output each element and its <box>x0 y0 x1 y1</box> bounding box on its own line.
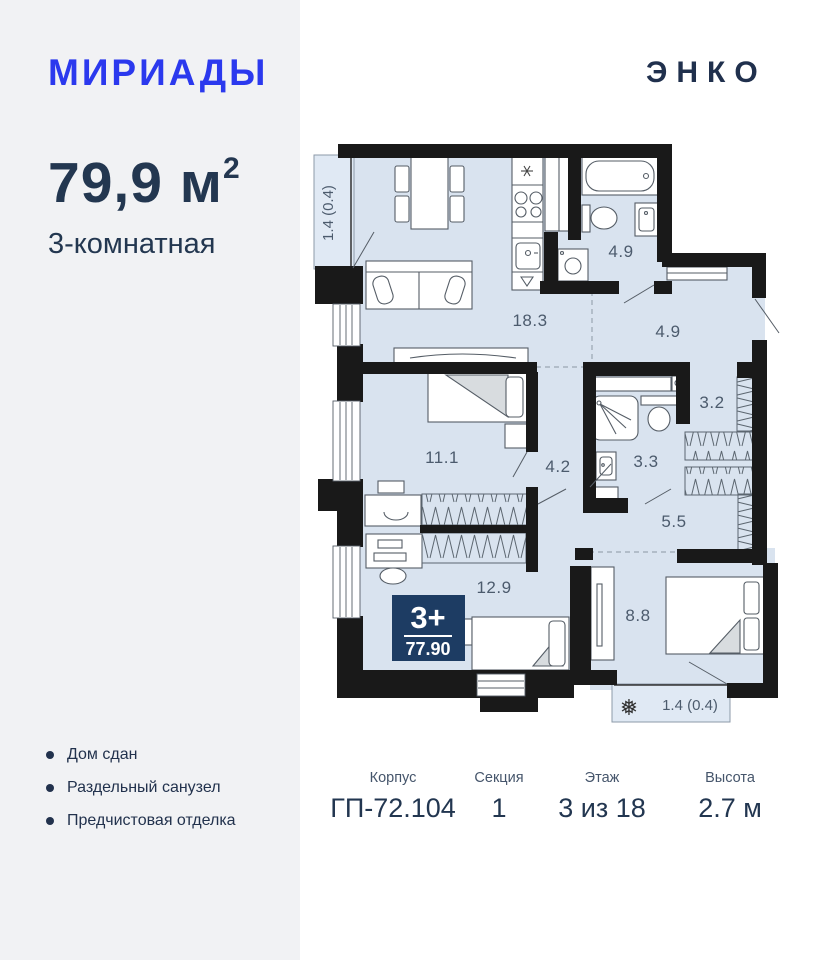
feature-item <box>46 812 236 830</box>
bullet-icon <box>46 751 54 759</box>
spec-label: Секция <box>474 770 524 786</box>
room-label-kitchen-living: 18.3 <box>512 311 548 330</box>
floor-plan <box>300 140 800 750</box>
room-label-corridor: 4.2 <box>545 457 571 476</box>
spec-label: Этаж <box>584 770 620 786</box>
room-label-bedroom-1: 11.1 <box>425 448 459 467</box>
balcony-bottom-label: 1.4 (0.4) <box>662 697 718 714</box>
feature-text: Предчистовая отделка <box>67 812 236 829</box>
dresser <box>394 348 528 364</box>
balcony-top-label: 1.4 (0.4) <box>320 185 337 241</box>
feature-text: Дом сдан <box>67 746 138 763</box>
brand-logo-enko: ЭНКО <box>646 56 767 89</box>
brand-logo-miriady: МИРИАДЫ <box>48 52 269 93</box>
badge-area: 77.90 <box>405 639 451 659</box>
feature-item <box>46 746 236 764</box>
bed-3 <box>666 577 766 654</box>
window-2 <box>333 401 360 481</box>
room-label-bedroom-2: 12.9 <box>476 578 512 597</box>
window-4 <box>477 674 525 696</box>
shoe-shelf <box>667 267 727 280</box>
room-label-bedroom-3: 8.8 <box>625 606 651 625</box>
spec-value: ГП-72.104 <box>330 793 456 823</box>
shower-cabin <box>592 396 638 440</box>
shower-shelf <box>591 376 685 391</box>
spec-value: 3 из 18 <box>558 793 646 823</box>
spec-height <box>698 770 762 824</box>
badge-rooms: 3+ <box>410 600 446 635</box>
spec-section <box>474 770 523 824</box>
bullet-icon <box>46 784 54 792</box>
room-label-wardrobe: 3.2 <box>699 393 725 412</box>
bed-2 <box>459 617 569 670</box>
kitchen-sink <box>516 243 540 269</box>
snowflake-icon: ❅ <box>619 695 639 720</box>
sofa <box>366 261 472 309</box>
feature-list <box>46 746 236 845</box>
feature-text: Раздельный санузел <box>67 779 221 796</box>
room-label-corridor-2: 5.5 <box>661 512 687 531</box>
spec-building <box>330 770 456 824</box>
apartment-type: 3-комнатная <box>48 228 216 260</box>
bullet-icon <box>46 817 54 825</box>
bathroom-sink <box>635 203 658 236</box>
feature-item <box>46 779 236 797</box>
rooms-badge <box>392 595 465 661</box>
spec-value: 2.7 м <box>698 793 762 823</box>
spec-value: 1 <box>491 793 507 823</box>
room-label-hallway: 4.9 <box>655 322 681 341</box>
spec-label: Корпус <box>369 770 417 786</box>
spec-label: Высота <box>705 770 755 786</box>
kitchen-counter <box>512 157 543 290</box>
apartment-area <box>48 150 241 216</box>
room-label-shower-room: 3.3 <box>633 452 659 471</box>
spec-floor <box>558 770 646 824</box>
area-value: 79,9 <box>48 151 163 215</box>
wardrobe-cabinet <box>591 567 614 660</box>
area-sup: 2 <box>222 152 241 185</box>
room-label-bathroom: 4.9 <box>608 242 634 261</box>
shower-sink <box>596 452 616 480</box>
bathtub <box>582 157 658 195</box>
window-3 <box>333 546 360 618</box>
window-1 <box>333 304 360 346</box>
area-unit: м <box>162 151 223 215</box>
washing-machine <box>558 249 588 281</box>
